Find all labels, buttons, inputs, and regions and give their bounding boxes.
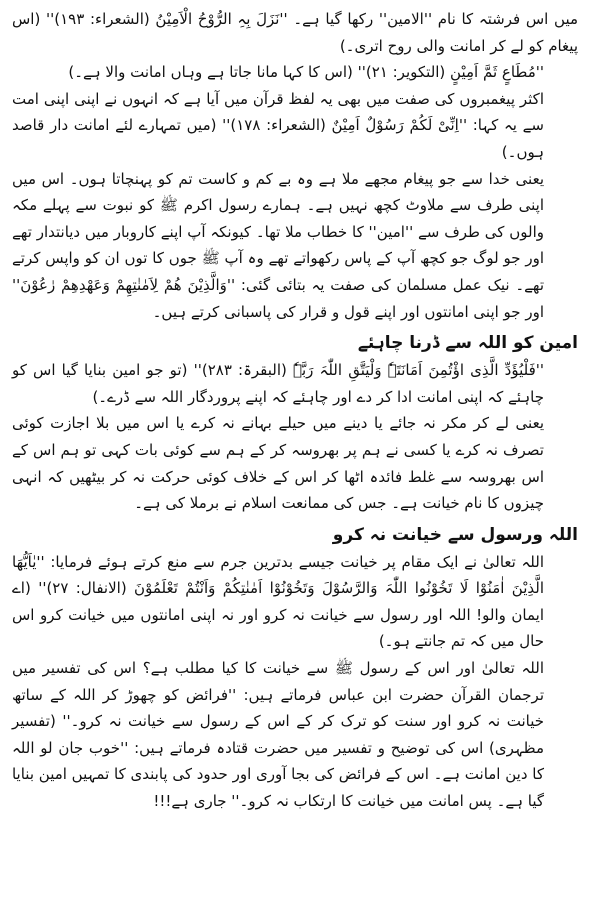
paragraph-tafseer: اللہ تعالیٰ اور اس کے رسول ﷺ سے خیانت کا کیا مطلب ہے؟ اس کی تفسیر میں ترجمان القرآن حضرت ابن عباس فرماتے ہیں: ''فرائض کو چھوڑ کر اللہ کے ساتھ خیانت نہ کرو اور سنت کو ترک کر کے اس کے رسول سے خیانت نہ کرو۔'' (تفسیر مظہری) اس کی توضیح و تفسیر میں حضرت قتادہ فرماتے ہیں: ''خوب جان لو اللہ کا دین امانت ہے۔ اس کے فرائض کی بجا آوری اور حدود کی پابندی کا تمہیں امین بنایا گیا ہے۔ پس امانت میں خیانت کا ارتکاب نہ کرو۔'' جاری ہے!!! [11, 659, 544, 811]
paragraph-prophets-ameen: اکثر پیغمبروں کی صفت میں بھی یہ لفظ قرآن میں آیا ہے کہ انہوں نے اپنی اپنی امت سے یہ کہا: ''اِنِّیْ لَکُمْ رَسُوْلٌ اَمِیْنٌ (الشعراء: ۱۷۸)'' (میں تمہارے لئے امانت دار قاصد ہوں۔) [12, 89, 544, 161]
paragraph-anfal-verse: اللہ تعالیٰ نے ایک مقام پر خیانت جیسے بدترین جرم سے منع کرتے ہوئے فرمایا: ''یٰاَیُّھَا الَّذِیْنَ اٰمَنُوْا لَا تَخُوْنُوا اللّٰہَ وَالرَّسُوْلَ وَتَخُوْنُوْا اَمٰنٰتِکُمْ وَاَنْتُمْ تَعْلَمُوْنَ (الانفال: ۲۷)'' (اے ایمان والو! اللہ اور رسول سے خیانت نہ کرو اور نہ اپنی امانتوں میں خیانت کرو اس حال میں کہ تم جانتے ہو۔) [12, 552, 544, 651]
section-heading-no-betrayal: اللہ ورسول سے خیانت نہ کرو [332, 524, 578, 545]
paragraph-rasool-ameen: یعنی خدا سے جو پیغام مجھے ملا ہے وہ بے کم و کاست تم کو پہنچاتا ہوں۔ اس میں اپنی طرف سے ملاوٹ کچھ نہیں ہے۔ ہمارے رسول اکرم ﷺ کو نبوت سے پہلے مکہ والوں کی طرف سے ''امین'' کا خطاب ملا تھا۔ کیونکہ آپ اپنے کاروبار میں دیانتدار تھے اور جو لوگ جو کچھ آپ کے پاس رکھواتے تھے وہ آپ ﷺ جوں کا توں ان کو واپس کرتے تھے۔ نیک عمل مسلمان کی صفت یہ بتائی گئی: ''وَالَّذِیْنَ ھُمْ لِاَمٰنٰتِھِمْ وَعَھْدِھِمْ رٰعُوْنَ'' اور جو اپنی امانتوں اور اپنے قول و قرار کی پاسبانی کرتے ہیں۔ [12, 169, 544, 321]
paragraph-baqarah-verse: ''فَلْیُؤَدِّ الَّذِی اؤْتُمِنَ اَمَانَتَہٗ وَلْیَتَّقِ اللّٰہَ رَبَّہٗ (البقرۃ: ۲۸۳)'' (تو جو امین بنایا گیا اس کو چاہئے کہ اپنی امانت ادا کر دے اور چاہئے کہ اپنے پروردگار اللہ سے ڈرے۔) [12, 361, 544, 406]
paragraph-mutaa-ameen: ''مُطَاعٍ ثَمَّ اَمِیْنٍ (التکویر: ۲۱)'' (اس کا کہا مانا جاتا ہے وہاں امانت والا ہے۔) [68, 63, 544, 82]
section-heading-fear-allah: امین کو اللہ سے ڈرنا چاہئے [357, 333, 578, 354]
paragraph-angel-ameen: میں اس فرشتہ کا نام ''الامین'' رکھا گیا ہے۔ ''نَزَلَ بِہِ الرُّوْحُ الْاَمِیْنُ (الشعراء: ۱۹۳)'' (اس پیغام کو لے کر امانت والی روح اتری۔) [12, 10, 579, 55]
paragraph-khiyanat-meaning: یعنی لے کر مکر نہ جائے یا دینے میں حیلے بہانے نہ کرے یا اس میں بلا اجازت کوئی تصرف نہ کرے یا کسی نے ہم پر بھروسہ کر کے ہم سے کوئی بات کہی تو ہم اس کے اس بھروسہ سے غلط فائدہ اٹھا کر اس کے خلاف کوئی حرکت نہ کر بیٹھیں کہ انہی چیزوں کا نام خیانت ہے۔ جس کی ممانعت اسلام نے برملا کی ہے۔ [12, 414, 544, 513]
